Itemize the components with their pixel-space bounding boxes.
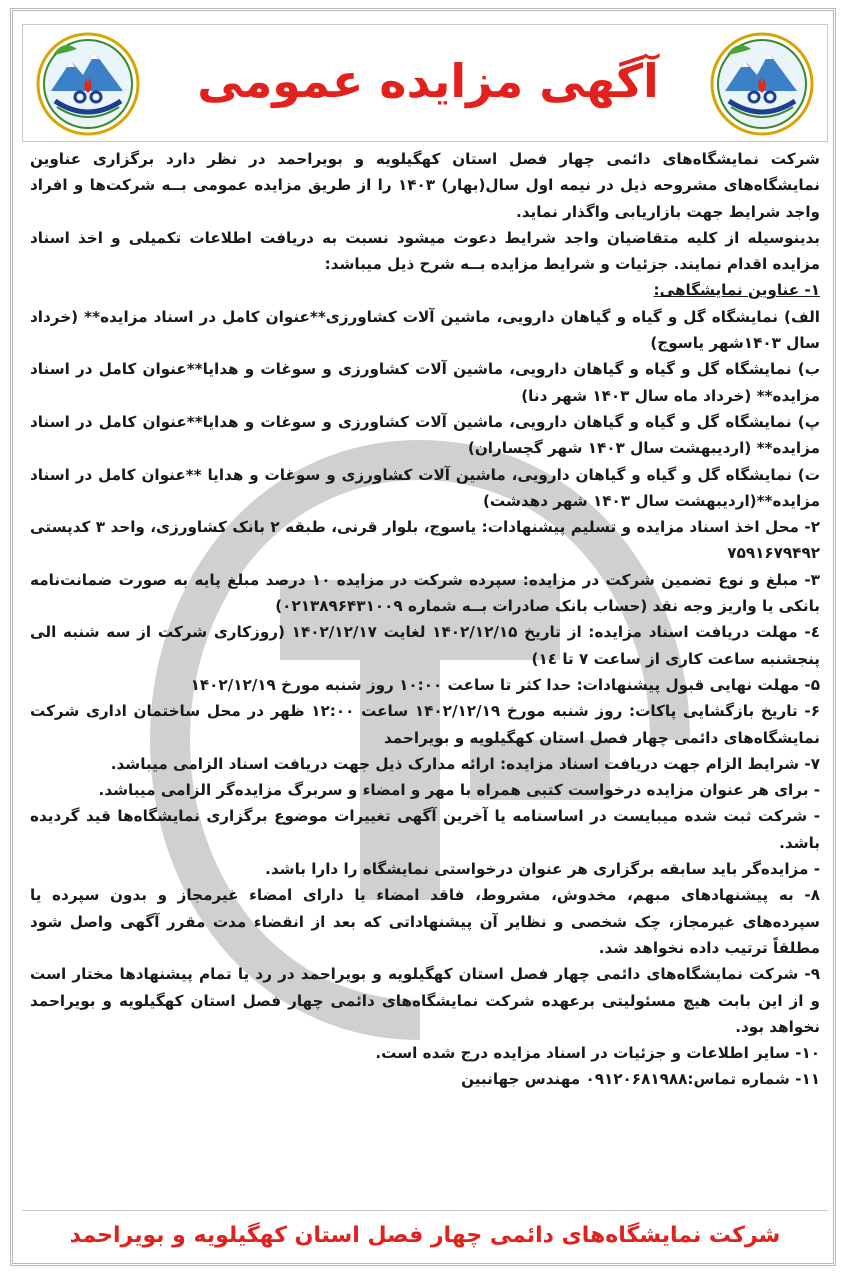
clause: ۹- شرکت نمایشگاه‌های دائمی چهار فصل استان کهگیلویه و بویراحمد در رد یا تمام پیشنهادها مختار است و از این بابت هیچ مسئولیتی برعهده شرکت نمایشگاه‌های دائمی چهار فصل استان کهگیلویه و بویراحمد نخواهد بود.	[30, 965, 820, 1036]
clause: - مزایده‌گر باید سابقه برگزاری هر عنوان درخواستی نمایشگاه را دارا باشد.	[265, 860, 820, 879]
clause: - برای هر عنوان مزایده درخواست کتبی همراه با مهر و امضاء و سربرگ مزایده‌گر الزامی میباشد.	[98, 781, 820, 800]
clause: ۵- مهلت نهایی قبول پیشنهادات: حدا کثر تا ساعت ۱۰:۰۰ روز شنبه مورخ ۱۴۰۲/۱۲/۱۹	[190, 675, 820, 694]
announcement-body	[22, 146, 828, 1093]
intro-paragraph: بدینوسیله از کلیه متقاضیان واجد شرایط دعوت میشود نسبت به دریافت اطلاعات تکمیلی و اخذ اسناد مزایده اقدام نمایند. جزئیات و شرایط مزایده بــه شرح ذیل میباشد:	[30, 228, 820, 274]
clause: - شرکت ثبت شده میبایست در اساسنامه یا آخرین آگهی تغییرات موضوع برگزاری نمایشگاه‌ها قید گردیده باشد.	[30, 807, 820, 852]
clause: ۶- تاریخ بازگشایی پاکات: روز شنبه مورخ ۱۴۰۲/۱۲/۱۹ ساعت ۱۲:۰۰ ظهر در محل ساختمان اداری شرکت نمایشگاه‌های دائمی چهار فصل استان کهگیلویه و بویراحمد	[30, 702, 820, 747]
clause: ۲- محل اخذ اسناد مزایده و تسلیم پیشنهادات: یاسوج، بلوار قرنی، طبقه ۲ بانک کشاورزی، واحد ۳ کدپستی ۷۵۹۱۶۷۹۴۹۲	[30, 518, 820, 563]
contact-line: ۱۱- شماره تماس:۰۹۱۲۰۶۸۱۹۸۸ مهندس جهانبین	[461, 1070, 820, 1089]
footer-divider	[22, 1210, 828, 1211]
exhibition-item: الف) نمایشگاه گل و گیاه و گیاهان دارویی، ماشین آلات کشاورزی**عنوان کامل در اسناد مزایده** (خرداد سال ۱۴۰۳شهر یاسوج)	[30, 307, 820, 353]
clause: ۱۰- سایر اطلاعات و جزئیات در اسناد مزایده درج شده است.	[375, 1044, 820, 1063]
intro-paragraph: شرکت نمایشگاه‌های دائمی چهار فصل استان کهگیلویه و بویراحمد در نظر دارد برگزاری عناوین نمایشگاه‌های مشروحه ذیل در نیمه اول سال(بهار) ۱۴۰۳ را از طریق مزایده عمومی بــه شرکت‌ها و افراد واجد شرایط جهت بازاریابی واگذار نماید.	[30, 150, 820, 221]
section-heading: ۱- عناوین نمایشگاهی:	[653, 281, 820, 300]
header	[22, 24, 828, 142]
exhibition-item: ب) نمایشگاه گل و گیاه و گیاهان دارویی، ماشین آلات کشاورزی و سوغات و هدایا**عنوان کامل در اسناد مزایده** (خرداد ماه سال ۱۴۰۳ شهر دنا)	[30, 360, 820, 405]
page-title: آگهی مزایده عمومی	[197, 54, 659, 108]
clause: ٤- مهلت دریافت اسناد مزایده: از تاریخ ۱۴۰۲/۱۲/۱۵ لغایت ۱۴۰۲/۱۲/۱۷ (روزکاری شرکت از سه شنبه الی پنجشنبه ساعت کاری از ساعت ۷ تا ۱٤)	[30, 623, 820, 668]
company-logo-icon	[707, 31, 817, 137]
exhibition-item: ت) نمایشگاه گل و گیاه و گیاهان دارویی، ماشین آلات کشاورزی و سوغات و هدایا **عنوان کامل در اسناد مزایده**(اردیبهشت سال ۱۴۰۳ شهر دهدشت)	[30, 465, 820, 510]
clause: ۳- مبلغ و نوع تضمین شرکت در مزایده: سپرده شرکت در مزایده ۱۰ درصد مبلغ پایه به صورت ضمانت‌نامه بانکی یا واریز وجه نقد (حساب بانک صادرات بــه شماره ۰۲۱۳۸۹۶۴۳۱۰۰۹)	[30, 570, 820, 616]
clause: ۷- شرایط الزام جهت دریافت اسناد مزایده: ارائه مدارک ذیل جهت دریافت اسناد الزامی میباشد.	[110, 754, 820, 773]
exhibition-item: پ) نمایشگاه گل و گیاه و گیاهان دارویی، ماشین آلات کشاورزی و سوغات و هدایا**عنوان کامل در اسناد مزایده** (اردیبهشت سال ۱۴۰۳ شهر گچساران)	[30, 412, 820, 458]
clause: ۸- به پیشنهادهای مبهم، مخدوش، مشروط، فاقد امضاء یا دارای امضاء غیرمجاز و بدون سپرده یا سپرده‌های غیرمجاز، چک شخصی و نظایر آن پیشنهاداتی که بعد از انقضاء مدت مقرر آگهی واصل شود مطلقاً ترتیب داده نخواهد شد.	[30, 886, 820, 957]
company-logo-icon	[33, 31, 143, 137]
footer-company-name: شرکت نمایشگاه‌های دائمی چهار فصل استان کهگیلویه و بویراحمد	[69, 1223, 781, 1248]
